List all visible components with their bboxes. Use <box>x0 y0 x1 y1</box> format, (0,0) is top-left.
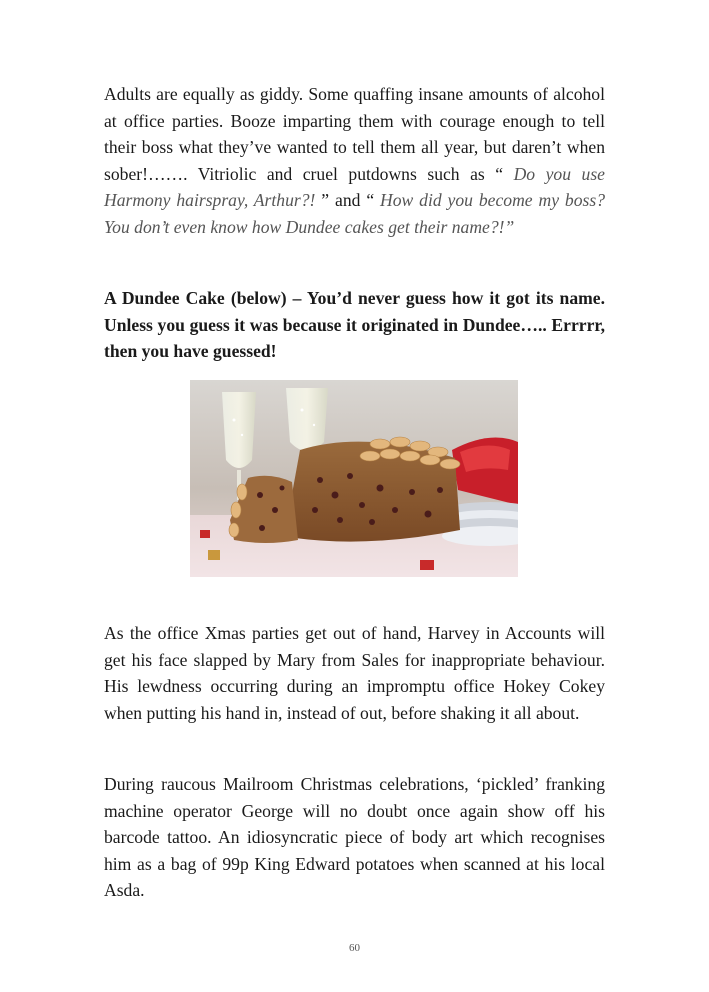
paragraph-dundee-cake-heading: A Dundee Cake (below) – You’d never guess how it got its name. Unless you guess it was because it originated in Dundee….. Errrrr, then you have guessed! <box>104 288 605 361</box>
page-number: 60 <box>349 942 360 954</box>
paragraph-george-mailroom: During raucous Mailroom Christmas celebrations, ‘pickled’ franking machine operator George will no doubt once again show off his barcode tattoo. An idiosyncratic piece of body art which recognises him as a bag of 99p King Edward potatoes when scanned at his local Asda. <box>104 774 605 900</box>
paragraph-text: Adults are equally as giddy. Some quaffing insane amounts of alcohol at office parties. Booze imparting them with courage enough to tell their boss what they’ve wanted to tell them all year, but daren’t when sober!……. Vitriolic and cruel putdowns such as “ <box>104 84 605 184</box>
paragraph-harvey-accounts: As the office Xmas parties get out of hand, Harvey in Accounts will get his face slapped by Mary from Sales for inappropriate behaviour. His lewdness occurring during an impromptu office Hokey Cokey when putting his hand in, instead of out, before shaking it all about. <box>104 623 605 723</box>
italic-quote-harmony: Do you use Harmony hairspray, Arthur?! <box>104 163 605 210</box>
paragraph-text-connector: ” and “ <box>315 190 375 210</box>
italic-quote-dundee: How did you become my boss? You don’t even know how Dundee cakes get their name?!” <box>104 190 605 237</box>
dundee-cake-photo <box>190 380 518 577</box>
paragraph-office-party-adults <box>104 81 605 240</box>
